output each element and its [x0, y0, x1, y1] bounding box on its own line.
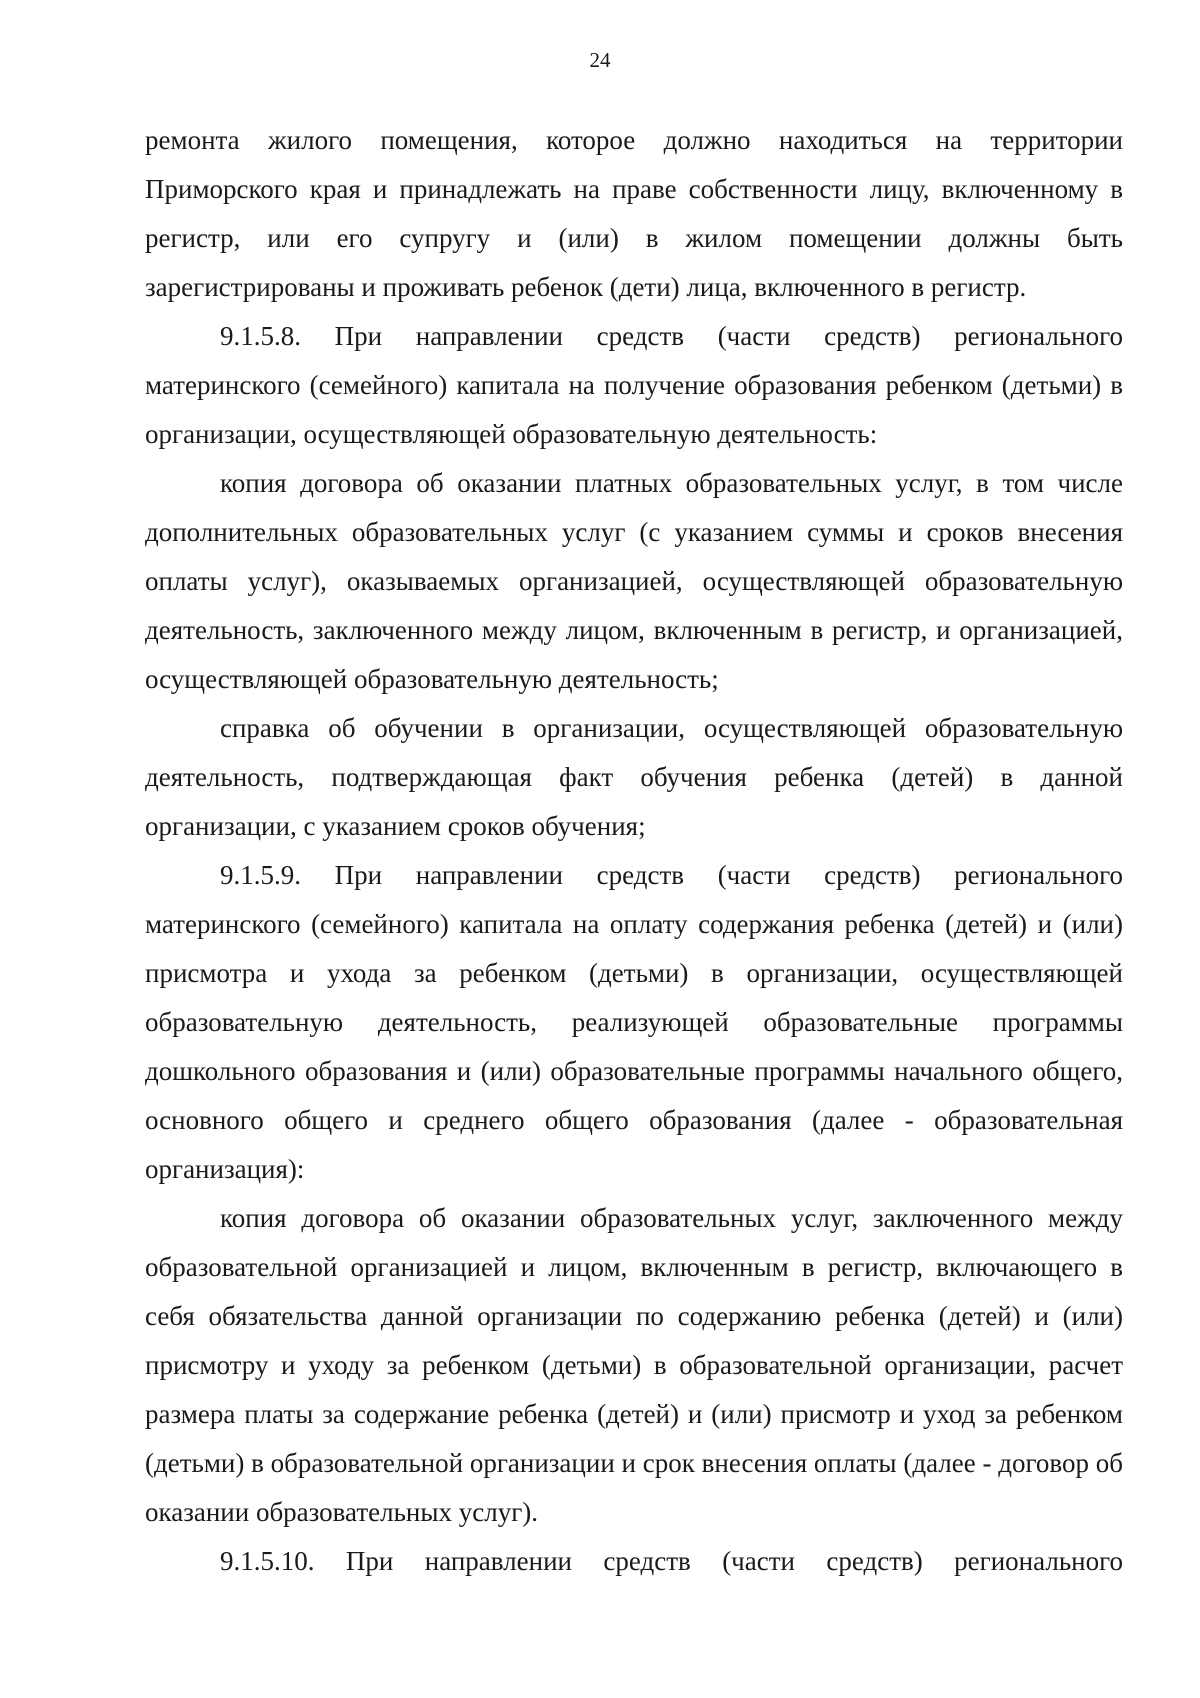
paragraph-contract-copy: копия договора об оказании платных образовательных услуг, в том числе дополнительных образовательных услуг (с указанием суммы и сроков внесения оплаты услуг), оказываемых организацией, осуществляющей образовательную деятельность, заключенного между лицом, включенным в регистр, и организацией, осуществляющей образовательную деятельность;	[145, 468, 1123, 694]
page-number: 24	[589, 48, 611, 72]
paragraph-continuation: ремонта жилого помещения, которое должно находиться на территории Приморского края и принадлежать на праве собственности лицу, включенному в регистр, или его супругу и (или) в жилом помещении должны быть зарегистрированы и проживать ребенок (дети) лица, включенного в регистр.	[145, 125, 1123, 302]
paragraph-clause-9-1-5-10: 9.1.5.10. При направлении средств (части средств) регионального	[220, 1546, 1123, 1576]
document-body	[145, 116, 1123, 1586]
paragraph-clause-9-1-5-9: 9.1.5.9. При направлении средств (части средств) регионального материнского (семейного) капитала на оплату содержания ребенка (детей) и (или) присмотра и ухода за ребенком (детьми) в организации, осуществляющей образовательную деятельность, реализующей образовательные программы дошкольного образования и (или) образовательные программы начального общего, основного общего и среднего общего образования (далее - образовательная организация):	[145, 860, 1123, 1184]
paragraph-study-certificate: справка об обучении в организации, осуществляющей образовательную деятельность, подтверждающая факт обучения ребенка (детей) в данной организации, с указанием сроков обучения;	[145, 713, 1123, 841]
paragraph-clause-9-1-5-8: 9.1.5.8. При направлении средств (части средств) регионального материнского (семейного) капитала на получение образования ребенком (детьми) в организации, осуществляющей образовательную деятельность:	[145, 321, 1123, 449]
paragraph-education-contract-copy: копия договора об оказании образовательных услуг, заключенного между образовательной организацией и лицом, включенным в регистр, включающего в себя обязательства данной организации по содержанию ребенка (детей) и (или) присмотру и уходу за ребенком (детьми) в образовательной организации, расчет размера платы за содержание ребенка (детей) и (или) присмотр и уход за ребенком (детьми) в образовательной организации и срок внесения оплаты (далее - договор об оказании образовательных услуг).	[145, 1203, 1123, 1527]
